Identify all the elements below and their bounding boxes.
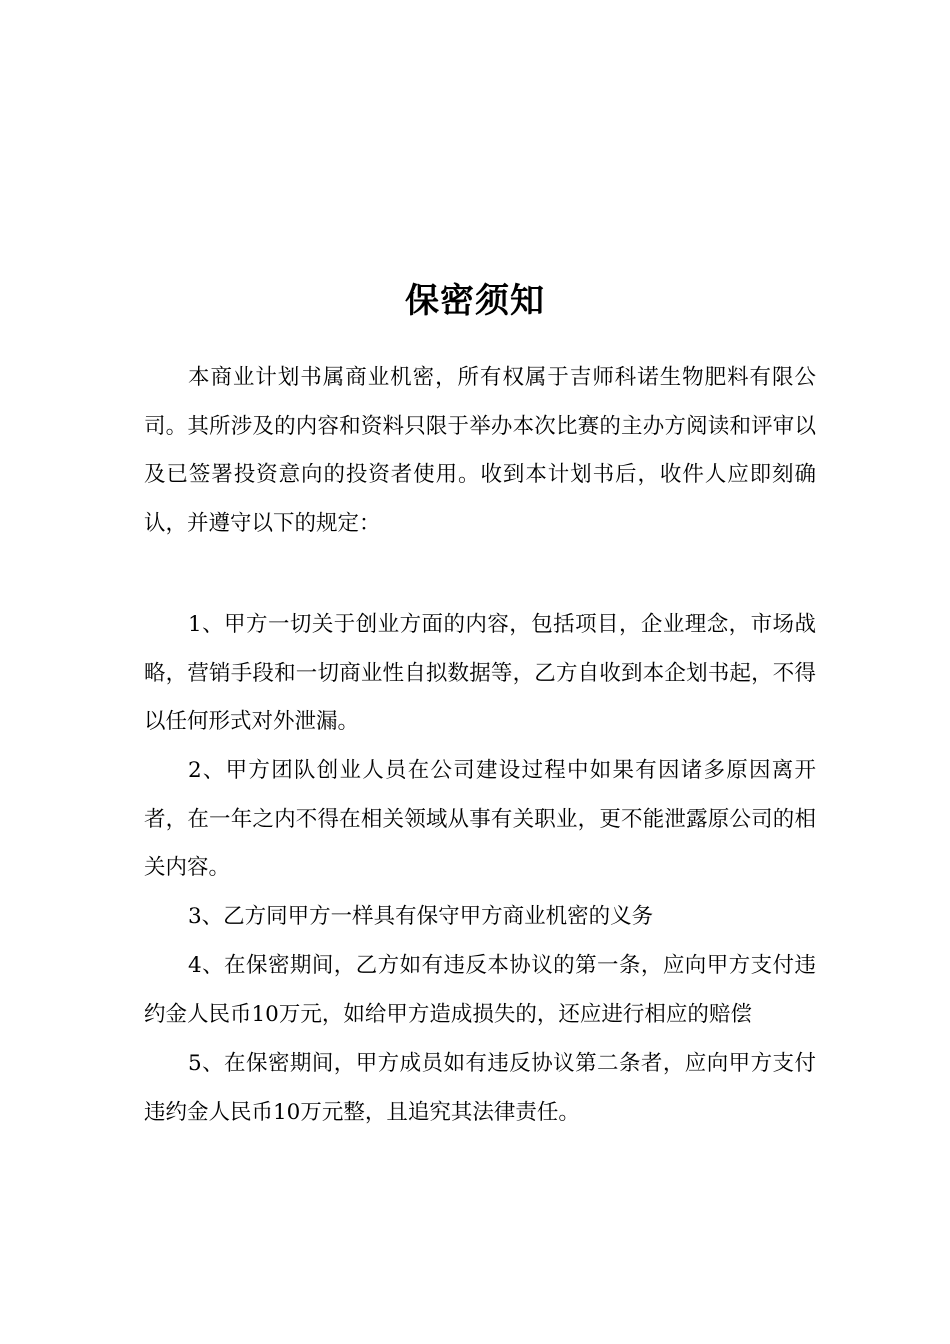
- document-title: 保密须知: [405, 281, 545, 321]
- clause-4-paragraph: 4、在保密期间，乙方如有违反本协议的第一条，应向甲方支付违约金人民币10万元，如给甲方造成损失的，还应进行相应的赔偿: [144, 953, 816, 1027]
- clause-5-paragraph: 5、在保密期间，甲方成员如有违反协议第二条者，应向甲方支付违约金人民币10万元整，且追究其法律责任。: [144, 1051, 816, 1125]
- clause-1-paragraph: 1、甲方一切关于创业方面的内容，包括项目，企业理念，市场战略，营销手段和一切商业性自拟数据等，乙方自收到本企划书起，不得以任何形式对外泄漏。: [144, 612, 816, 734]
- intro-paragraph: 本商业计划书属商业机密，所有权属于吉师科诺生物肥料有限公司。其所涉及的内容和资料只限于举办本次比赛的主办方阅读和评审以及已签署投资意向的投资者使用。收到本计划书后，收件人应即刻确认，并遵守以下的规定：: [144, 365, 816, 536]
- clause-2-paragraph: 2、甲方团队创业人员在公司建设过程中如果有因诸多原因离开者，在一年之内不得在相关领域从事有关职业，更不能泄露原公司的相关内容。: [144, 758, 816, 880]
- clause-3-paragraph: 3、乙方同甲方一样具有保守甲方商业机密的义务: [188, 904, 654, 929]
